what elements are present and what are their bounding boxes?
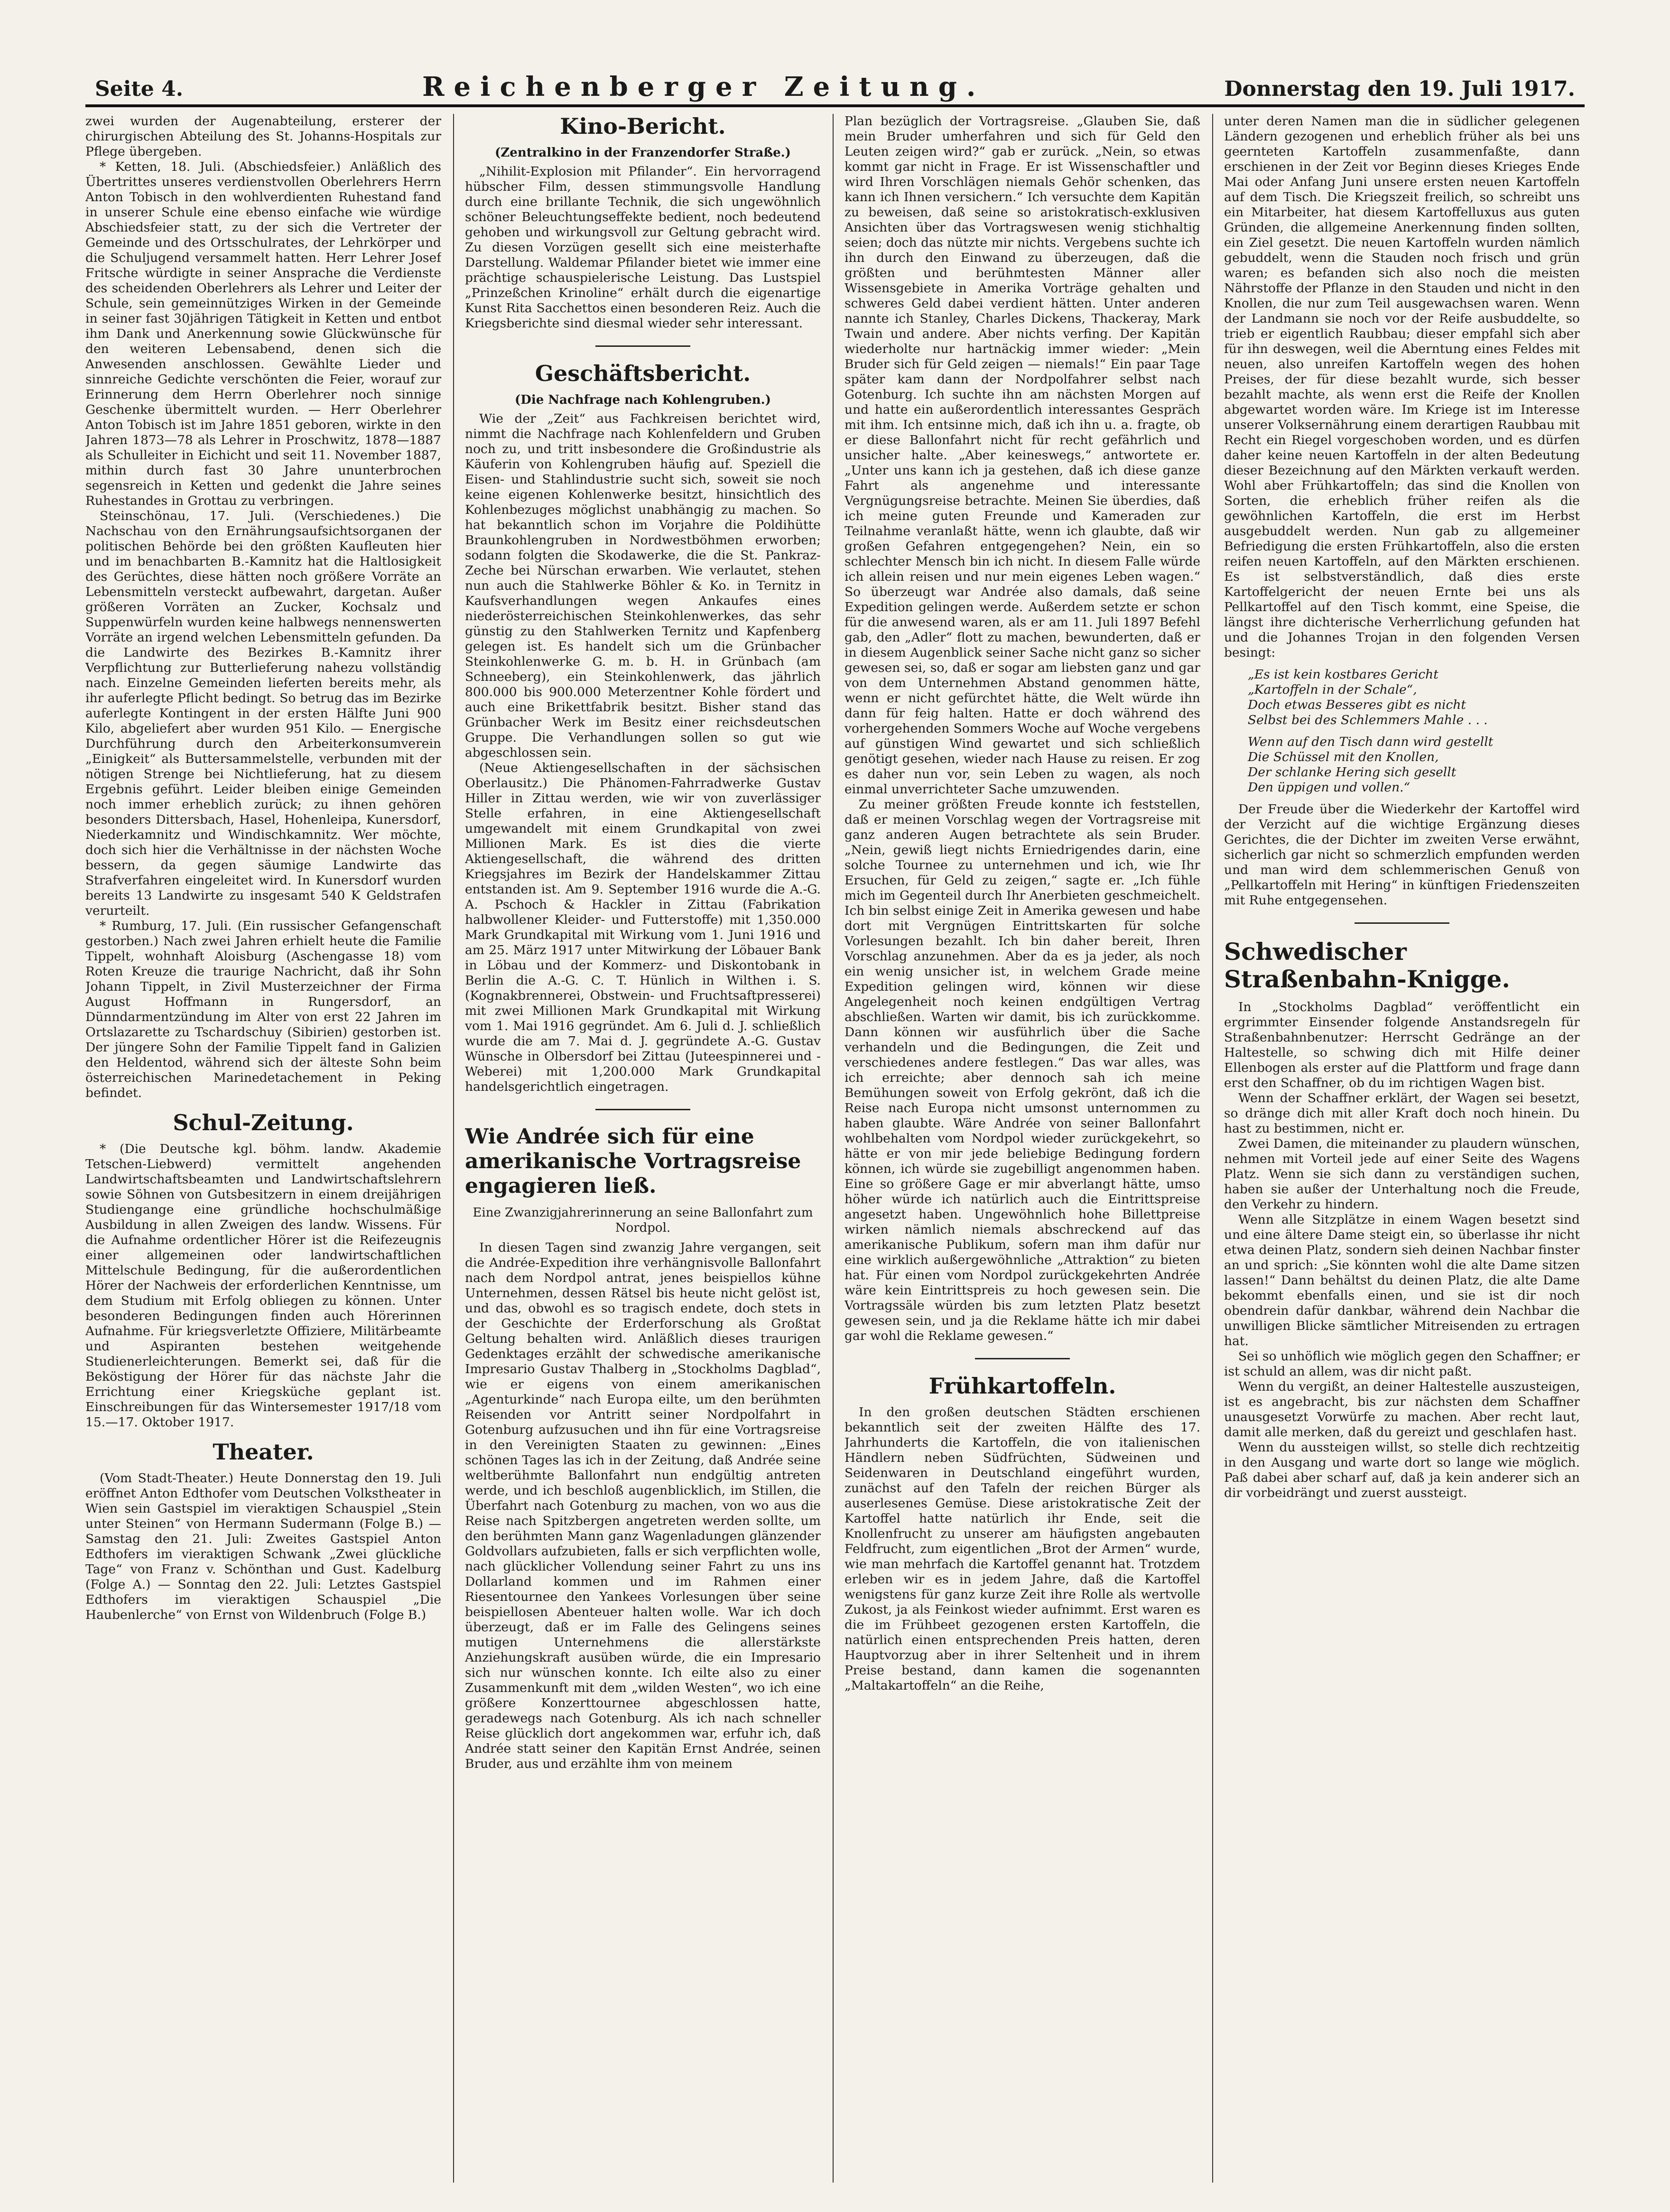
column-4 <box>1224 114 1580 2183</box>
poem-line: Den üppigen und vollen.“ <box>1248 780 1410 795</box>
poem-stanza-1 <box>1248 667 1580 728</box>
section-heading: Frühkartoffeln. <box>928 1373 1116 1399</box>
column-divider <box>453 114 454 2183</box>
separator <box>595 1109 690 1110</box>
page-number: Seite 4. <box>95 77 184 101</box>
section-heading: Theater. <box>213 1439 314 1465</box>
paragraph: * Rumburg, 17. Juli. (Ein russischer Gefangenschaft gestorben.) Nach zwei Jahren erhielt heute die Familie Tippelt, wohnhaft Aloisburg (Aschengasse 18) vom Roten Kreuze die traurige Nachricht, daß ihr Sohn Johann Tippelt, in Zivil Musterzeichner der Firma August Hoffmann in Rungersdorf, an Dünndarmentzündung im Alter von erst 22 Jahren im Ortslazarette zu Tschardschuy (Sibirien) gestorben ist. Der jüngere Sohn der Familie Tippelt fand in Galizien den Heldentod, während sich der älteste Sohn beim österreichischen Marinedetachement in Peking befindet. <box>85 919 441 1100</box>
poem-line: „Kartoffeln in der Schale“, <box>1248 682 1417 697</box>
separator <box>975 1358 1070 1359</box>
paragraph: Wenn der Schaffner erklärt, der Wagen sei besetzt, so dränge dich mit aller Kraft doch noch hinein. Du hast zu bestimmen, nicht er. <box>1224 1091 1580 1136</box>
paragraph: In den großen deutschen Städten erschienen bekanntlich seit der zweiten Hälfte des 17. Jahrhunderts die Kartoffeln, die von italienischen Händlern neben Südfrüchten, Südweinen und Seidenwaren in Deutschland eingeführt wurden, zunächst auf den Tafeln der reichen Bürger als auserlesenes Gemüse. Diese aristokratische Zeit der Kartoffel hatte natürlich ihr Ende, seit die Knollenfrucht zu unserer am häufigsten angebauten Feldfrucht, zum eigentlichen „Brot der Armen“ wurde, wie man mehrfach die Kartoffel genannt hat. Trotzdem erleben wir es in jedem Jahre, daß die Kartoffel wenigstens für ganz kurze Zeit ihre Rolle als wertvolle Zukost, ja als Feinkost wieder aufnimmt. Erst waren es die im Frühbeet gezogenen ersten Kartoffeln, die natürlich einen entsprechenden Preis hatten, deren Hauptvorzug aber in ihrer Seltenheit und in ihrem Preise bestand, dann kamen die sogenannten „Maltakartoffeln“ an die Reihe, <box>844 1405 1200 1693</box>
section-subheading: (Die Nachfrage nach Kohlengruben.) <box>514 393 771 407</box>
poem-stanza-2 <box>1248 734 1580 795</box>
separator <box>595 345 690 347</box>
paragraph: zwei wurden der Augenabteilung, ersterer der chirurgischen Abteilung des St. Johanns-Hospitals zur Pflege übergeben. <box>85 114 441 159</box>
section-heading: Kino-Bericht. <box>560 114 726 139</box>
paragraph: Der Freude über die Wiederkehr der Kartoffel wird der Verzicht auf die wichtige Ergänzung dieses Gerichtes, die der Dichter im zweiten Verse erwähnt, sicherlich gar nicht so schmerzlich empfunden werden und man wird dem schlemmerischen Genuß von „Pellkartoffeln mit Hering“ in künftigen Friedenszeiten mit Ruhe entgegensehen. <box>1224 802 1580 908</box>
separator <box>1355 922 1449 924</box>
section-subheading: (Zentralkino in der Franzendorfer Straße.) <box>495 146 791 160</box>
column-3 <box>844 114 1200 2183</box>
paragraph: In diesen Tagen sind zwanzig Jahre vergangen, seit die Andrée-Expedition ihre verhängnisvolle Ballonfahrt nach dem Nordpol antrat, jenes beispiellos kühne Unternehmen, dessen Rätsel bis heute nicht gelöst ist, und das, obwohl es so tragisch endete, doch stets in der Geschichte der Erderforschung als Großtat Geltung behalten wird. Anläßlich dieses traurigen Gedenktages erzählt der schwedische amerikanische Impresario Gustav Thalberg in „Stockholms Dagblad“, wie er eigens von einem amerikanischen „Agenturkinde“ nach Europa eilte, um den berühmten Reisenden vor Antritt seiner Nordpolfahrt in Gotenburg aufzusuchen und ihn für eine Vortragsreise in den Vereinigten Staaten zu gewinnen: „Eines schönen Tages las ich in der Zeitung, daß Andrée seine weltberühmte Ballonfahrt nun endgültig antreten werde, und ich beschloß augenblicklich, im Stillen, die Überfahrt nach Gotenburg zu machen, von wo aus die Reise nach Spitzbergen angetreten werden sollte, um den berühmten Mann ganz Wagenladungen glänzender Goldvollars aufzubieten, falls er sich verpflichten wolle, nach glücklicher Vollendung seiner Fahrt zu uns ins Dollarland kommen und im Rahmen einer Riesentournee den Yankees Vorlesungen über seine beispiellosen Abenteuer halten wolle. War ich doch überzeugt, daß er im Falle des Gelingens seines mutigen Unternehmens die allerstärkste Anziehungskraft ausüben würde, die ein Impresario sich nur wünschen konnte. Ich eilte also zu einer Zusammenkunft mit dem „wilden Westen“, wo ich eine größere Konzerttournee abgeschlossen hatte, geradewegs nach Gotenburg. Als ich nach schneller Reise glücklich dort angekommen war, erfuhr ich, daß Andrée statt seiner den Kapitän Ernst Andrée, seinen Bruder, aus und erzählte ihm von meinem <box>465 1240 821 1771</box>
section-heading: Schul-Zeitung. <box>173 1110 354 1135</box>
paragraph: * (Die Deutsche kgl. böhm. landw. Akademie Tetschen-Liebwerd) vermittelt angehenden Landwirtschaftsbeamten und Landwirtschaftslehrern sowie Söhnen von Gutsbesitzern in einem dreijährigen Studiengange eine gründliche hochschulmäßige Ausbildung in allen Zweigen des landw. Wissens. Für die Aufnahme ordentlicher Hörer ist die Reifezeugnis einer allgemeinen oder landwirtschaftlichen Mittelschule Bedingung, für die außerordentlichen Hörer der Nachweis der erforderlichen Kenntnisse, um dem Studium mit Erfolg obliegen zu können. Unter besonderen Bedingungen finden auch Hörerinnen Aufnahme. Für kriegsverletzte Offiziere, Militärbeamte und Aspiranten bestehen weitgehende Studienerleichterungen. Bemerkt sei, daß für die Beköstigung der Hörer für das nächste Jahr die Errichtung einer Kriegsküche geplant ist. Einschreibungen für das Wintersemester 1917/18 vom 15.—17. Oktober 1917. <box>85 1142 441 1430</box>
issue-date: Donnerstag den 19. Juli 1917. <box>1224 77 1575 101</box>
article-subheading: Eine Zwanzigjahrerinnerung an seine Ballonfahrt zum Nordpol. <box>473 1206 813 1235</box>
poem-line: Selbst bei des Schlemmers Mahle . . . <box>1248 713 1488 727</box>
paragraph: Zu meiner größten Freude konnte ich feststellen, daß er meinen Vorschlag wegen der Vortragsreise mit ganz anderen Augen betrachtete als sein Bruder. „Nein, gewiß liegt nichts Erniedrigendes darin, eine solche Tournee zu unternehmen und ich, wie Ihr Ersuchen, für Geld zu zeigen,“ sagte er. „Ich fühle mich im Gegenteil durch Ihr Anerbieten geschmeichelt. Ich bin selbst einige Zeit in Amerika gewesen und habe dort mit Vergnügen Eintrittskarten für solche Vorlesungen bezahlt. Ich bin daher bereit, Ihren Vorschlag anzunehmen. Aber da es ja jeder, als noch ein wenig unsicher ist, in welchem Grade meine Expedition gelingen wird, können wir diese Angelegenheit noch keinen endgültigen Vertrag abschließen. Warten wir damit, bis ich zurückkomme. Dann können wir ausführlich über die Sache verhandeln und die Bedingungen, die Zeit und verschiedenes andere festlegen.“ Das war alles, was ich erreichte; aber dennoch sah ich meine Bemühungen soweit von Erfolg gekrönt, daß ich die Reise nach Europa nicht umsonst unternommen zu haben glaubte. Wäre Andrée von seiner Ballonfahrt wohlbehalten vom Nordpol wieder zurückgekehrt, so hätte er von mir jede beliebige Bedingung fordern können, ich würde sie zugebilligt angenommen haben. Eine so größere Gage er mir abverlangt hätte, umso höher würde ich natürlich auch die Eintrittspreise angesetzt haben. Ungewöhnlich hohe Billettpreise wirken nämlich niemals abschreckend auf das amerikanische Publikum, sofern man ihm dafür nur eine wirklich außergewöhnliche „Attraktion“ zu bieten hat. Für einen vom Nordpol zurückgekehrten Andrée wäre kein Eintrittspreis zu hoch gewesen sein. Die Vortragssäle würden bis zum letzten Platz besetzt gewesen sein, und ja die Reklame hätte ich mir dabei gar wohl die Reklame gewesen.“ <box>844 797 1200 1343</box>
header-rule <box>85 104 1585 107</box>
article-headline: Wie Andrée sich für eine amerikanische Vortragsreise engagieren ließ. <box>465 1125 801 1198</box>
column-2 <box>465 114 821 2183</box>
poem-line: Die Schüssel mit den Knollen, <box>1248 750 1439 764</box>
poem-line: Doch etwas Besseres gibt es nicht <box>1248 697 1466 712</box>
paragraph: Plan bezüglich der Vortragsreise. „Glauben Sie, daß mein Bruder umherfahren und sich für Geld den Leuten zeigen wird?“ gab er zurück. „Nein, so etwas kommt gar nicht in Frage. Er ist Wissenschaftler und wird Ihren Vorschlägen niemals Gehör schenken, das kann ich Ihnen versichern.“ Ich versuchte dem Kapitän zu beweisen, daß seine so aristokratisch-exklusiven Ansichten über das Vortragswesen wenig stichhaltig seien; doch das nützte mir nichts. Vergebens suchte ich ihn durch den Einwand zu überzeugen, daß die größten und berühmtesten Männer aller Wissensgebiete in Amerika Vorträge gehalten und schweres Geld dabei verdient hätten. Unter anderen nannte ich Stanley, Charles Dickens, Thackeray, Mark Twain und andere. Aber nichts verfing. Der Kapitän wiederholte nur hartnäckig immer wieder: „Mein Bruder sich für Geld zeigen — niemals!“ Ein paar Tage später kam dann der Nordpolfahrer selbst nach Gotenburg. Ich suchte ihn am nächsten Morgen auf und hatte ein außerordentlich interessantes Gespräch mit ihm. Ich entsinne mich, daß ich ihn u. a. fragte, ob er diese Ballonfahrt nicht für recht gefährlich und unsicher halte. „Aber keineswegs,“ antwortete er. „Unter uns kann ich ja gestehen, daß ich diese ganze Fahrt als angenehme und interessante Vergnügungsreise betrachte. Meinen Sie überdies, daß ich meine guten Freunde und Kameraden zur Teilnahme veranlaßt hätte, wenn ich glaubte, daß wir großen Gefahren entgegengehen? Nein, ein so schlechter Mensch bin ich nicht. In diesem Falle würde ich allein reisen und nur mein eigenes Leben wagen.“ So überzeugt war Andrée also damals, daß seine Expedition gelingen werde. Außerdem setzte er schon für die anwesend waren, als er am 11. Juli 1897 Befehl gab, den „Adler“ flott zu machen, bewunderten, daß er in diesem Augenblick seiner Sache nicht ganz so sicher gewesen sei, so, daß er sogar am liebsten ganz und gar von dem Unternehmen Abstand genommen hätte, wenn er nicht gefürchtet hätte, die Welt würde ihn dann für feig halten. Hatte er doch während des vorhergehenden Sommers Woche auf Woche vergebens auf günstigen Wind gewartet und sich schließlich genötigt gesehen, wieder nach Hause zu reisen. Er zog es daher nun vor, sein Leben zu wagen, als noch einmal unverrichteter Sache umzuwenden. <box>844 114 1200 797</box>
paragraph: Zwei Damen, die miteinander zu plaudern wünschen, nehmen mit Vorteil jede auf einer Seite des Wagens Platz. Wenn sie sich dann zu verständigen suchen, haben sie außer der Unterhaltung noch die Freude, den Verkehr zu hindern. <box>1224 1136 1580 1212</box>
paragraph: In „Stockholms Dagblad“ veröffentlicht ein ergrimmter Einsender folgende Anstandsregeln für Straßenbahnbenutzer: Herrscht Gedränge an der Haltestelle, so schwing dich mit Hilfe deiner Ellenbogen als erster auf die Plattform und frage dann erst den Schaffner, ob du im richtigen Wagen bist. <box>1224 1000 1580 1090</box>
column-1 <box>85 114 441 2183</box>
poem-line: Wenn auf den Tisch dann wird gestellt <box>1248 734 1494 749</box>
columns <box>85 114 1585 2183</box>
paragraph: (Vom Stadt-Theater.) Heute Donnerstag den 19. Juli eröffnet Anton Edthofer vom Deutschen Volkstheater in Wien sein Gastspiel im vieraktigen Schauspiel „Stein unter Steinen“ von Hermann Sudermann (Folge B.) — Samstag den 21. Juli: Zweites Gastspiel Anton Edthofers im vieraktigen Schwank „Zwei glückliche Tage“ von Franz v. Schönthan und Gust. Kadelburg (Folge A.) — Sonntag den 22. Juli: Letztes Gastspiel Edthofers im vieraktigen Schauspiel „Die Haubenlerche“ von Ernst von Wildenbruch (Folge B.) <box>85 1471 441 1622</box>
paragraph: unter deren Namen man die in südlicher gelegenen Ländern gezogenen und erheblich früher als bei uns geernteten Kartoffeln zusammenfaßte, dann erschienen in der Zeit vor Beginn dieses Krieges Ende Mai oder Anfang Juni unsere ersten neuen Kartoffeln auf dem Tisch. Die Kriegszeit freilich, so schreibt uns ein Mitarbeiter, hat diesem Kartoffelluxus aus guten Gründen, die allgemeine Anerkennung finden sollten, ein Ziel gesetzt. Die neuen Kartoffeln wurden nämlich gebuddelt, wenn die Stauden noch frisch und grün waren; es befanden sich also noch die meisten Nährstoffe der Pflanze in den Stauden und nicht in den Knollen, die nur zum Teil ausgewachsen waren. Wenn der Landmann sie noch vor der Reife ausbuddelte, so trieb er eigentlich Raubbau; dieser empfahl sich aber für ihn deswegen, weil die Aberntung eines Feldes mit neuen, also unreifen Kartoffeln wegen des hohen Preises, der für diese bezahlt wurde, sich besser bezahlt machte, als wenn erst die Reife der Knollen abgewartet worden wäre. Im Kriege ist im Interesse unserer Volksernährung einem derartigen Raubbau mit Recht ein Riegel vorgeschoben worden, und es dürfen daher keine neuen Kartoffeln in der alten Bedeutung dieser Bezeichnung auf den Märkten verkauft werden. Wohl aber Frühkartoffeln; das sind die Knollen von Sorten, die erheblich früher reifen als die gewöhnlichen Kartoffeln, die erst im Herbst ausgebuddelt werden. Nun gab zu allgemeiner Befriedigung die ersten Frühkartoffeln, also die ersten reifen neuen Kartoffeln, auf den Märkten erschienen. Es ist selbstverständlich, daß dies erste Kartoffelgericht der neuen Ernte bei uns als Pellkartoffel auf den Tisch kommt, eine Speise, die längst ihre dichterische Verherrlichung gefunden hat und die Johannes Trojan in den folgenden Versen besingt: <box>1224 114 1580 660</box>
paragraph: Steinschönau, 17. Juli. (Verschiedenes.) Die Nachschau von den Ernährungsaufsichtsorganen der politischen Behörde bei den größten Kaufleuten hier und im benachbarten B.-Kamnitz hat die Haltlosigkeit des Gerüchtes, diese hätten noch größere Vorräte an Lebensmitteln versteckt aufbewahrt, dargetan. Außer größeren Vorräten an Zucker, Kochsalz und Suppenwürfeln wurden keine halbwegs nennenswerten Vorräte an irgend welchen Lebensmitteln gefunden. Da die Landwirte des Bezirkes B.-Kamnitz ihrer Verpflichtung zur Butterlieferung nahezu vollständig nach. Einzelne Gemeinden lieferten bereits mehr, als ihr auferlegte Pflicht bedingt. So betrug das im Bezirke auferlegte Kontingent in der ersten Hälfte Juni 900 Kilo, abgeliefert aber wurden 951 Kilo. — Energische Durchführung durch den Arbeiterkonsumverein „Einigkeit“ als Buttersammelstelle, verbunden mit der nötigen Strenge bei Nichtlieferung, hat zu diesem Ergebnis geführt. Leider bleiben einige Gemeinden noch immer erheblich zurück; zu ihnen gehören besonders Dittersbach, Hasel, Hohenleipa, Kunersdorf, Niederkamnitz und Windischkamnitz. Wer möchte, doch sich hier die Verhältnisse in der nächsten Woche bessern, da gegen säumige Landwirte das Strafverfahren eingeleitet wird. In Kunersdorf wurden bereits 13 Landwirte zu insgesamt 540 K Geldstrafen verurteilt. <box>85 509 441 918</box>
paragraph: Wie der „Zeit“ aus Fachkreisen berichtet wird, nimmt die Nachfrage nach Kohlenfeldern und Gruben noch zu, und tritt insbesondere die Großindustrie als Käuferin von Kohlengruben häufig auf. Speziell die Eisen- und Stahlindustrie sucht sich, soweit sie noch keine eigenen Kohlenwerke besitzt, hinsichtlich des Kohlenbezuges möglichst unabhängig zu machen. So hat bekanntlich schon im Vorjahre die Poldihütte Braunkohlengruben in Nordwestböhmen erworben; sodann folgten die Skodawerke, die die St. Pankraz-Zeche bei Nürschan erwarben. Wie verlautet, stehen nun auch die Stahlwerke Böhler & Ko. in Ternitz in Kaufsverhandlungen wegen Ankaufes eines niederösterreichischen Steinkohlenwerkes, das sehr günstig zu den Stahlwerken Ternitz und Kapfenberg gelegen ist. Es handelt sich um die Grünbacher Steinkohlenwerke G. m. b. H. in Grünbach (am Schneeberg), ein Steinkohlenwerk, das jährlich 800.000 bis 900.000 Meterzentner Kohle fördert und auch eine Brikettfabrik besitzt. Bisher stand das Grünbacher Werk im Besitz einer reichsdeutschen Gruppe. Die Verhandlungen sollen so gut wie abgeschlossen sein. <box>465 411 821 760</box>
poem-line: „Es ist kein kostbares Gericht <box>1248 667 1438 682</box>
poem-line: Der schlanke Hering sich gesellt <box>1248 765 1457 780</box>
paragraph: Wenn du aussteigen willst, so stelle dich rechtzeitig in den Ausgang und warte dort so lange wie möglich. Paß dabei aber scharf auf, daß ja kein anderer sich an dir vorbeidrängt und zuerst aussteigt. <box>1224 1440 1580 1500</box>
newspaper-title: Reichenberger Zeitung. <box>422 71 985 102</box>
paragraph: Sei so unhöflich wie möglich gegen den Schaffner; er ist schuld an allem, was dir nicht paßt. <box>1224 1349 1580 1379</box>
paragraph: „Nihilit-Explosion mit Pfilander“. Ein hervorragend hübscher Film, dessen stimmungsvolle Handlung durch eine brillante Technik, die sich ungewöhnlich schöner Beleuchtungseffekte bedient, noch bedeutend gehoben und wirkungsvoll zur Geltung gebracht wird. Zu diesen Vorzügen gesellt sich eine meisterhafte Darstellung. Waldemar Pfilander bietet wie immer eine prächtige schauspielerische Leistung. Das Lustspiel „Prinzeßchen Krinoline“ erhält durch die eigenartige Kunst Rita Sacchettos einen besonderen Reiz. Auch die Kriegsberichte sind diesmal wieder sehr interessant. <box>465 164 821 331</box>
section-heading: Schwedischer Straßenbahn-Knigge. <box>1224 938 1510 993</box>
paragraph: Wenn alle Sitzplätze in einem Wagen besetzt sind und eine ältere Dame steigt ein, so überlasse ihr nicht etwa deinen Platz, sondern sieh deinen Nachbar finster an und sprich: „Sie könnten wohl die alte Dame sitzen lassen!“ Dann behältst du deinen Platz, die alte Dame bekommt ebenfalls einen, und sie ist dir noch obendrein dafür dankbar, während dein Nachbar die unwilligen Blicke sämtlicher Mitreisenden zu ertragen hat. <box>1224 1212 1580 1348</box>
column-divider <box>1212 114 1213 2183</box>
column-divider <box>833 114 834 2183</box>
paragraph: * Ketten, 18. Juli. (Abschiedsfeier.) Anläßlich des Übertrittes unseres verdienstvollen Oberlehrers Herrn Anton Tobisch in den wohlverdienten Ruhestand fand in unserer Schule eine ebenso einfache wie würdige Abschiedsfeier statt, zu der sich die Vertreter der Gemeinde und des Ortsschulrates, der Lehrkörper und die Schuljugend versammelt hatten. Herr Lehrer Josef Fritsche würdigte in seiner Ansprache die Verdienste des scheidenden Oberlehrers als Lehrer und Leiter der Schule, sein gemeinnütziges Wirken in der Gemeinde in seiner fast 30jährigen Tätigkeit in Ketten und entbot ihm Dank und Anerkennung sowie Glückwünsche für den weiteren Lebensabend, denen sich die Anwesenden anschlossen. Gewählte Lieder und sinnreiche Gedichte verschönten die Feier, worauf zur Erinnerung dem Herrn Oberlehrer noch sinnige Geschenke übermittelt wurden. — Herr Oberlehrer Anton Tobisch ist im Jahre 1851 geboren, wirkte in den Jahren 1873—78 als Lehrer in Proschwitz, 1878—1887 als Schulleiter in Eichicht und seit 11. November 1887, mithin durch fast 30 Jahre ununterbrochen segensreich in Ketten und gedenkt die Jahre seines Ruhestandes in Grottau zu verbringen. <box>85 159 441 508</box>
page-header <box>95 71 1575 100</box>
section-heading: Geschäftsbericht. <box>535 361 751 386</box>
paragraph: (Neue Aktiengesellschaften in der sächsischen Oberlausitz.) Die Phänomen-Fahrradwerke Gustav Hiller in Zittau werden, wie wir von zuverlässiger Stelle erfahren, in eine Aktiengesellschaft umgewandelt mit einem Grundkapital von zwei Millionen Mark. Es ist dies die vierte Aktiengesellschaft, die während des dritten Kriegsjahres im Bezirk der Handelskammer Zittau entstanden ist. Am 9. September 1916 wurde die A.-G. A. Pschoch & Hackler in Zittau (Fabrikation halbwollener Kleider- und Futterstoffe) mit 1,350.000 Mark Grundkapital mit Wirkung vom 1. Juni 1916 und am 25. März 1917 unter Mitwirkung der Löbauer Bank in Löbau und der Kommerz- und Diskontobank in Berlin die A.-G. C. T. Hünlich in Wilthen i. S. (Kognakbrennerei, Obstwein- und Fruchtsaftpresserei) mit zwei Millionen Mark Grundkapital mit Wirkung vom 1. Mai 1916 gegründet. Am 6. Juli d. J. schließlich wurde die am 7. Mai d. J. gegründete A.-G. Gustav Wünsche in Olbersdorf bei Zittau (Juteespinnerei und -Weberei) mit 1,200.000 Mark Grundkapital handelsgerichtlich eingetragen. <box>465 761 821 1094</box>
paragraph: Wenn du vergißt, an deiner Haltestelle auszusteigen, ist es angebracht, bis zur nächsten dem Schaffner unausgesetzt Vorwürfe zu machen. Aber recht laut, damit alle merken, daß du gereizt und geschlafen hast. <box>1224 1379 1580 1440</box>
